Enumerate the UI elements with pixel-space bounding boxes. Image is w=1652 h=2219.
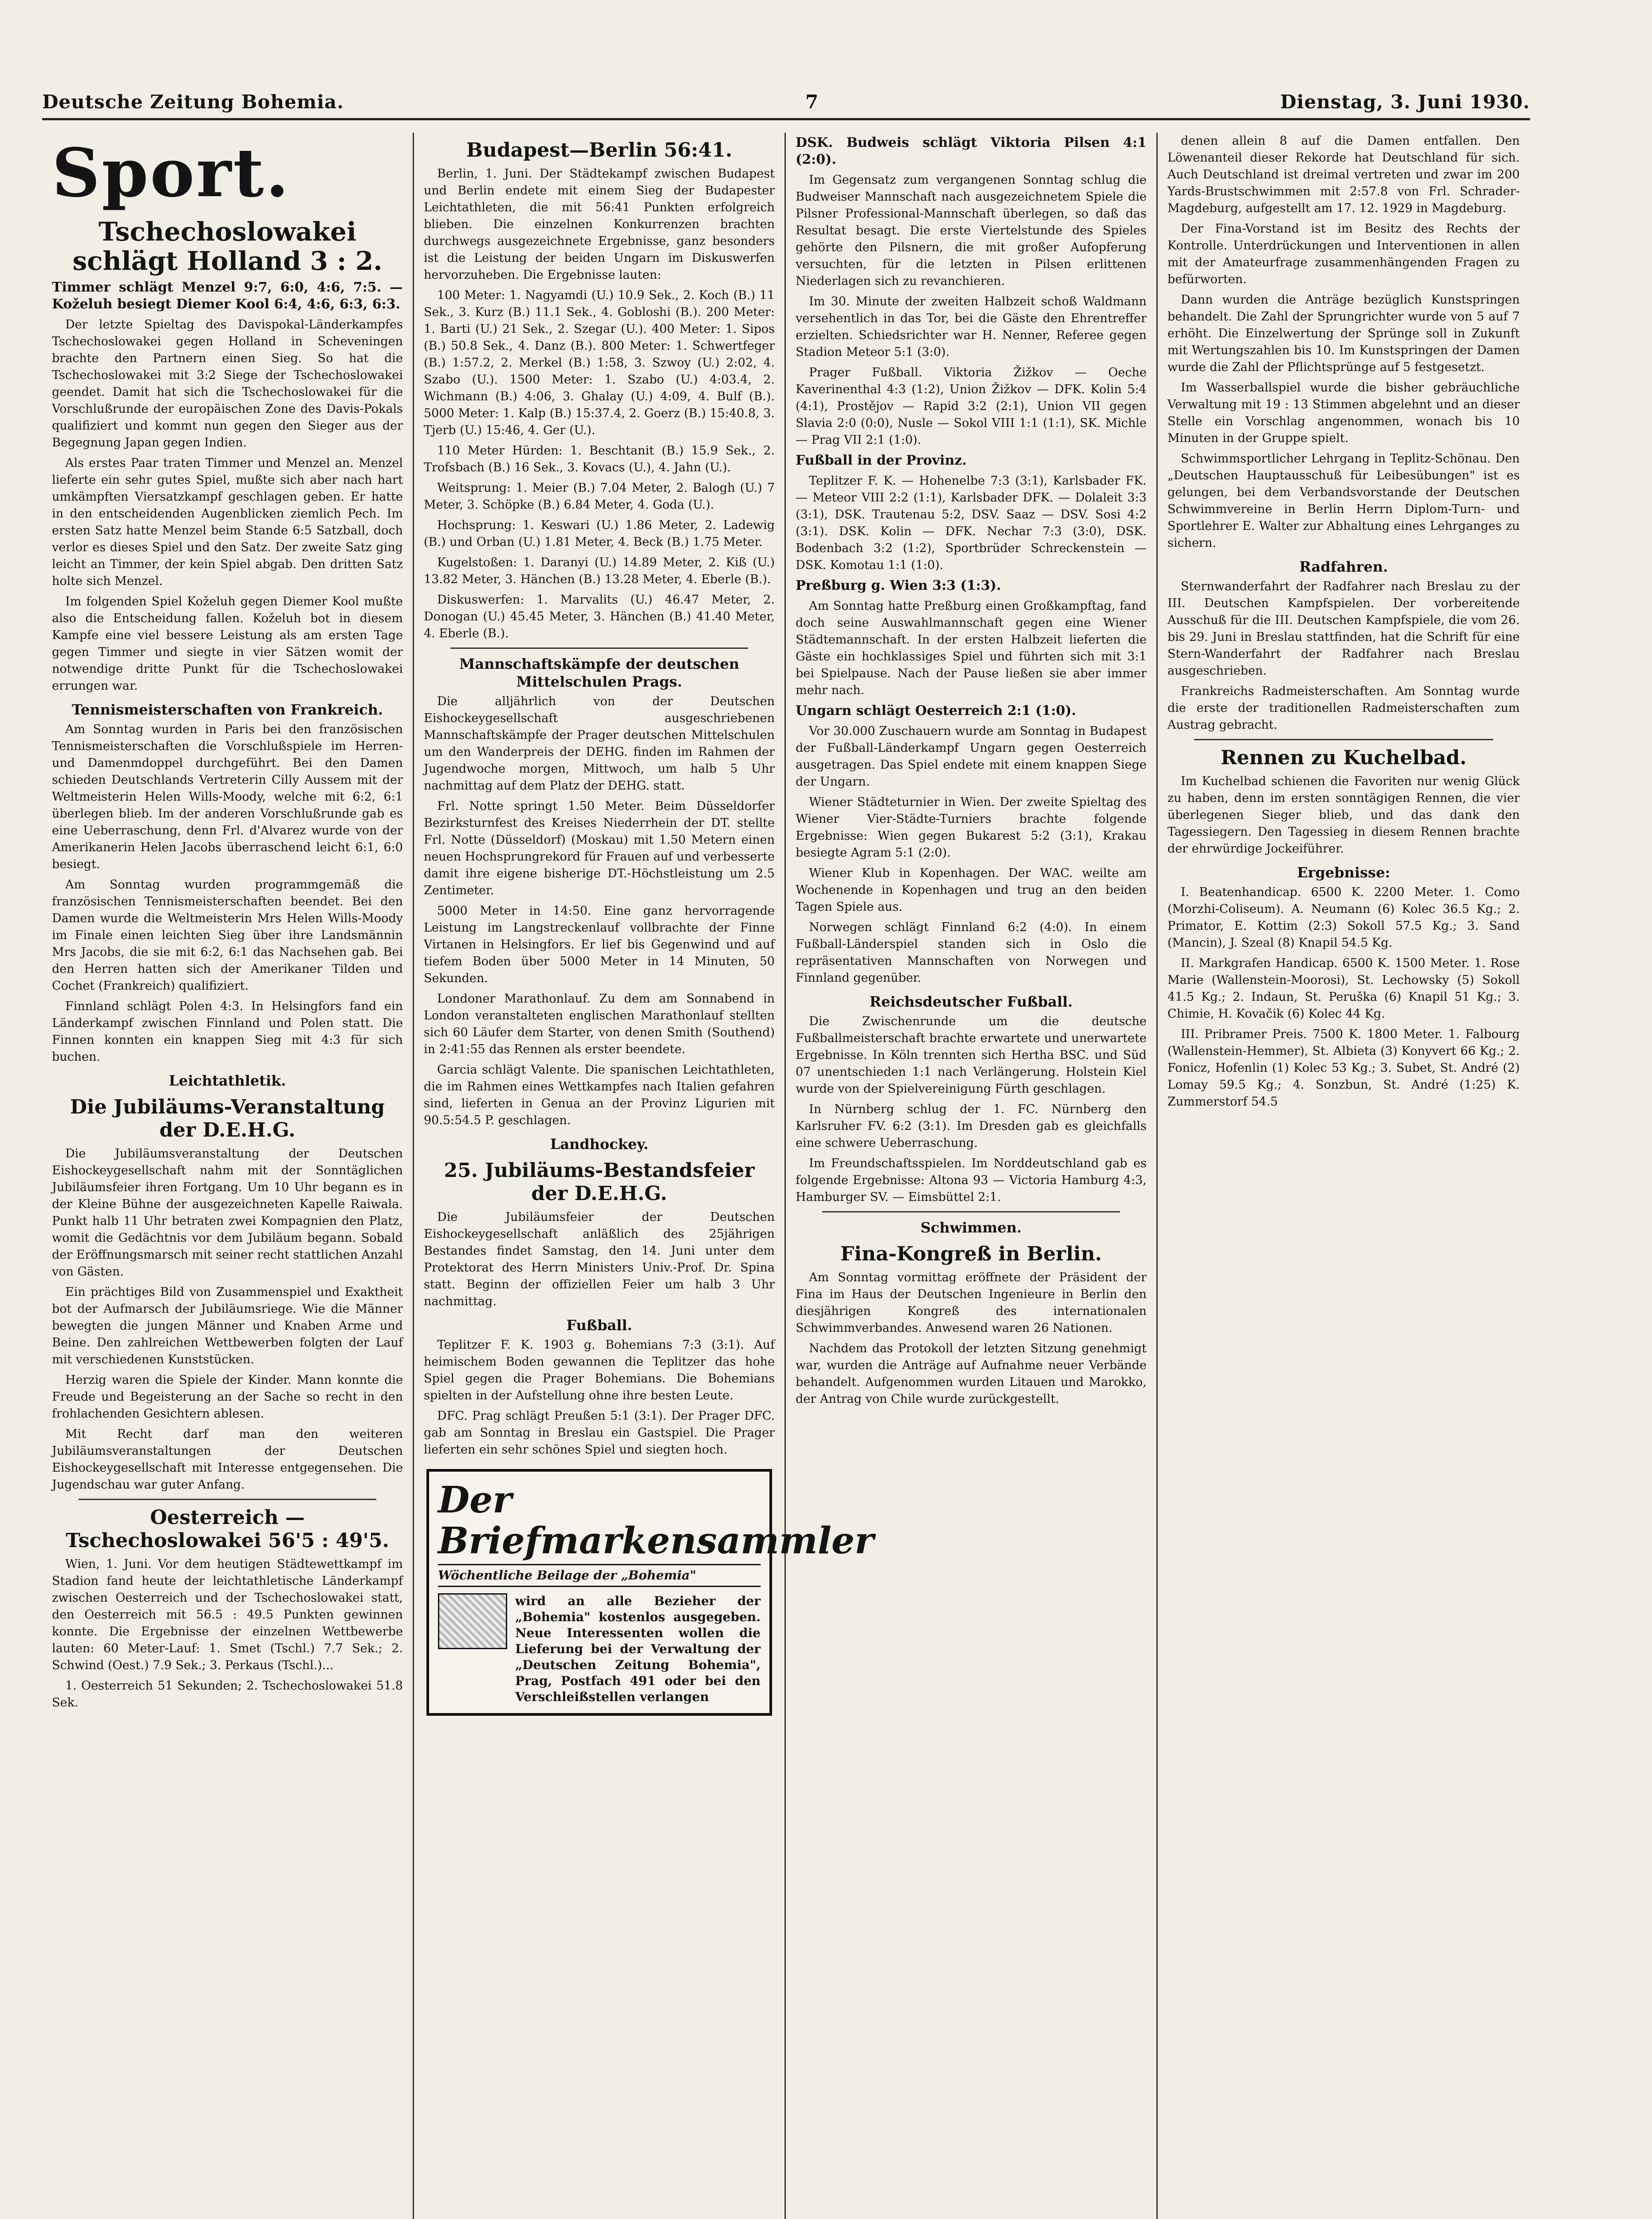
paragraph: Hochsprung: 1. Keswari (U.) 1.86 Meter, 2. Ladewig (B.) und Orban (U.) 1.81 Meter, 4. Beck (B.) 1.75 Meter. — [424, 518, 775, 549]
paragraph: Der Fina-Vorstand ist im Besitz des Rechts der Kontrolle. Unterdrückungen und Interventionen in allen mit der Amateurfrage zusammenhängenden Fragen zu befürworten. — [1167, 222, 1520, 286]
headline: Leichtathletik. — [169, 1072, 286, 1089]
headline: Budapest—Berlin 56:41. — [466, 139, 733, 162]
paragraph: Im Kuchelbad schienen die Favoriten nur wenig Glück zu haben, denn im ersten sonntägigen Rennen, die vier überlegenen Sieger blieb, und das dank den Tagessiegern. Den Tagessieg in diesem Rennen brachte der ehrwürdige Jockeiführer. — [1167, 774, 1520, 856]
paragraph: III. Pribramer Preis. 7500 K. 1800 Meter. 1. Falbourg (Wallenstein-Hemmer), St. Albieta (3) Konyvert 66 Kg.; 2. Fonicz, Hofenlin (1) Kolec 53 Kg.; 3. Subet, St. André (2) Lomay 59.5 Kg.; 4. Sonzbun, St. André (1:25) K. Zummerstorf 54.5 — [1167, 1027, 1520, 1109]
divider — [822, 1211, 1120, 1212]
headline: Landhockey. — [550, 1136, 649, 1153]
paragraph: Ein prächtiges Bild von Zusammenspiel und Exaktheit bot der Aufmarsch der Jubiläumsriege. Wie die Männer bewegten die jungen Männer und Knaben Arme und Beine. Den zahlreichen Wettbewerben folgten der Lauf mit verschiedenen Kunststücken. — [52, 1285, 403, 1366]
paragraph: Die Jubiläumsfeier der Deutschen Eishockeygesellschaft anläßlich des 25jährigen Bestandes findet Samstag, den 14. Juni unter dem Protektorat des Herrn Ministers Univ.-Prof. Dr. Spina statt. Beginn der offiziellen Feier um halb 3 Uhr nachmittag. — [424, 1210, 775, 1308]
ad-title: Briefmarkensammler — [438, 1520, 874, 1562]
headline: Fußball in der Provinz. — [796, 453, 967, 468]
paragraph: Herzig waren die Spiele der Kinder. Mann konnte die Freude und Begeisterung an der Sache so recht in den frohlachenden Gesichtern ablesen. — [52, 1373, 403, 1421]
paragraph: Am Sonntag wurden programmgemäß die französischen Tennismeisterschaften beendet. Bei den Damen wurde die Weltmeisterin Mrs Helen Wills-Moody im Finale einen leichten Sieg über ihre Landsmännin Mrs Jacobs, die sie mit 6:2, 6:1 das Nachsehen gab. Bei den Herren hatten sich der Amerikaner Tilden und Cochet (Frankreich) qualifiziert. — [52, 878, 403, 993]
column-4 — [1158, 133, 1530, 2219]
paragraph: Wien, 1. Juni. Vor dem heutigen Städtewettkampf im Stadion fand heute der leichtathletische Länderkampf zwischen Oesterreich und der Tschechoslowakei statt, den Oesterreich mit 56.5 : 49.5 Punkten gewinnen konnte. Die Ergebnisse der einzelnen Wettbewerbe lauten: 60 Meter-Lauf: 1. Smet (Tschl.) 7.7 Sek.; 2. Schwind (Oest.) 7.9 Sek.; 3. Perkaus (Tschl.)... — [52, 1557, 403, 1672]
headline: Ungarn schlägt Oesterreich 2:1 (1:0). — [796, 703, 1076, 719]
paragraph: Am Sonntag wurden in Paris bei den französischen Tennismeisterschaften die Vorschlußspiele im Herren- und Damenmdoppel durchgeführt. Bei den Damen schieden Deutschlands Vertreterin Cilly Aussem mit der Weltmeisterin Helen Wills-Moody, welche mit 6:2, 6:1 überlegen blieb. Im der anderen Vorschlußrunde gab es eine Ueberraschung, denn Frl. d'Alvarez wurde von der Amerikanerin Helen Jacobs überraschend leicht 6:1, 6:0 besiegt. — [52, 723, 403, 871]
paragraph: 100 Meter: 1. Nagyamdi (U.) 10.9 Sek., 2. Koch (B.) 11 Sek., 3. Kurz (B.) 11.1 Sek., 4. Gobloshi (B.). 200 Meter: 1. Barti (U.) 21 Sek., 2. Szegar (U.). 400 Meter: 1. Sipos (B.) 50.8 Sek., 4. Danz (B.). 800 Meter: 1. Schwertfeger (B.) 1:57.2, 2. Merkel (B.) 1:58, 3. Szwoy (U.) 2:02, 4. Szabo (U.). 1500 Meter: 1. Szabo (U.) 4:03.4, 2. Wichmann (B.) 4:06, 3. Ghalay (U.) 4:09, 4. Bulf (B.). 5000 Meter: 1. Kalp (B.) 15:37.4, 2. Goerz (B.) 15:40.8, 3. Tjerb (U.) 15:46, 4. Ger (U.). — [424, 288, 775, 437]
stamp-icon — [438, 1593, 507, 1649]
paragraph: Dann wurden die Anträge bezüglich Kunstspringen behandelt. Die Zahl der Sprungrichter wurde von 5 auf 7 erhöht. Die Einzelwertung der Sprünge soll in Zukunft mit Wertungszahlen bis 10. Im Kunstspringen der Damen wurde die Zahl der Pflichtsprünge auf 5 festgesetzt. — [1167, 293, 1520, 374]
paragraph: II. Markgrafen Handicap. 6500 K. 1500 Meter. 1. Rose Marie (Wallenstein-Moorosi), St. Lechowsky (5) Sokoll 41.5 Kg.; 2. Indaun, St. Peruška (6) Knapil 51 Kg.; 3. Chimie, H. Kovačik (6) Kolec 44 Kg. — [1167, 956, 1520, 1021]
newspaper-page — [42, 91, 1530, 2219]
subheadline: Timmer schlägt Menzel 9:7, 6:0, 4:6, 7:5. — Koželuh besiegt Diemer Kool 6:4, 4:6, 6:3, 6:3. — [52, 280, 403, 312]
columns — [42, 133, 1530, 2219]
paragraph: Sternwanderfahrt der Radfahrer nach Breslau zu der III. Deutschen Kampfspielen. Der vorbereitende Ausschuß für die III. Deutschen Kampfspiele, die vom 26. bis 29. Juni in Breslau stattfinden, hat die Schrift für eine Stern-Wanderfahrt der Radfahrer nach Breslau ausgeschrieben. — [1167, 580, 1520, 678]
headline: Oesterreich — Tschechoslowakei 56'5 : 49'5. — [66, 1506, 389, 1552]
paragraph: Die alljährlich von der Deutschen Eishockeygesellschaft ausgeschriebenen Mannschaftskämpfe der Prager deutschen Mittelschulen um den Wanderpreis der DEHG. finden im Rahmen der Jugendwoche morgen, Mittwoch, um halb 5 Uhr nachmittag auf dem Platz der DEHG. statt. — [424, 695, 775, 793]
paragraph: Die Jubiläumsveranstaltung der Deutschen Eishockeygesellschaft nahm mit der Sonntäglichen Jubiläumsfeier ihren Fortgang. Um 10 Uhr begann es in der Kleine Bühne der ausgezeichneten Kapelle Raiwala. Punkt halb 11 Uhr betraten zwei Kompagnien den Platz, womit die Gedächtnis vor dem Jubiläum begann. Sobald der Eröffnungsmarsch mit seiner recht stattlichen Anzahl von Gästen. — [52, 1147, 403, 1279]
paragraph: Londoner Marathonlauf. Zu dem am Sonnabend in London veranstalteten englischen Marathonlauf stellten sich 60 Läufer dem Starter, von denen Smith (Southend) in 2:41:55 das Rennen als erster beendete. — [424, 992, 775, 1056]
headline: Schwimmen. — [920, 1219, 1022, 1236]
headline: Mannschaftskämpfe der deutschen Mittelschulen Prags. — [459, 655, 740, 690]
masthead: Deutsche Zeitung Bohemia. — [42, 91, 344, 113]
paragraph: Norwegen schlägt Finnland 6:2 (4:0). In einem Fußball-Länderspiel standen sich in Oslo die repräsentativen Mannschaften von Norwegen und Finnland gegenüber. — [796, 920, 1147, 985]
paragraph: DFC. Prag schlägt Preußen 5:1 (3:1). Der Prager DFC. gab am Sonntag in Breslau ein Gastspiel. Die Prager lieferten ein sehr schönes Spiel und siegten hoch. — [424, 1409, 775, 1457]
ad-title: Der — [438, 1479, 512, 1521]
paragraph: Diskuswerfen: 1. Marvalits (U.) 46.47 Meter, 2. Donogan (U.) 45.45 Meter, 3. Hänchen (B.) 41.40 Meter, 4. Eberle (B.). — [424, 593, 775, 640]
issue-date: Dienstag, 3. Juni 1930. — [1280, 91, 1530, 113]
ad-text: wird an alle Bezieher der „Bohemia" kostenlos ausgegeben. Neue Interessenten wollen die Lieferung bei der Verwaltung der „Deutschen Zeitung Bohemia", Prag, Postfach 491 oder bei den Verschleißstellen verlangen — [515, 1594, 761, 1704]
paragraph: Im Wasserballspiel wurde die bisher gebräuchliche Verwaltung mit 19 : 13 Stimmen abgelehnt und an dieser Stelle ein Vorschlag angenommen, wonach bis 10 Minuten in der Gruppe spielt. — [1167, 381, 1520, 445]
headline: Fußball. — [566, 1317, 632, 1334]
paragraph: Frankreichs Radmeisterschaften. Am Sonntag wurde die erste der traditionellen Radmeisterschaften zum Austrag gebracht. — [1167, 684, 1520, 732]
paragraph: Als erstes Paar traten Timmer und Menzel an. Menzel lieferte ein sehr gutes Spiel, mußte sich aber nach hart umkämpften Viersatzkampf geschlagen geben. Er hatte in den entscheidenden Augenblicken ziemlich Pech. Im ersten Satz hatte Menzel beim Stande 6:5 Satzball, doch verlor es dieses Spiel und den Satz. Der zweite Satz ging leicht an Timmer, der kein Spiel abgab. Den dritten Satz holte sich Menzel. — [52, 456, 403, 588]
headline: Tennismeisterschaften von Frankreich. — [71, 701, 383, 718]
paragraph: denen allein 8 auf die Damen entfallen. Den Löwenanteil dieser Rekorde hat Deutschland für sich. Auch Deutschland ist dreimal vertreten und zwar im 200 Yards-Brustschwimmen mit 2:57.8 von Frl. Schrader-Magdeburg, aufgestellt am 17. 12. 1929 in Magdeburg. — [1167, 134, 1520, 215]
paragraph: Schwimmsportlicher Lehrgang in Teplitz-Schönau. Den „Deutschen Hauptausschuß für Leibesübungen" ist es gelungen, bei dem Verbandsvorstande der Deutschen Schwimmvereine in Berlin Herrn Diplom-Turn- und Sportlehrer E. Walter zur Abhaltung eines Lehrganges zu sichern. — [1167, 452, 1520, 550]
divider — [450, 648, 748, 649]
paragraph: Teplitzer F. K. — Hohenelbe 7:3 (3:1), Karlsbader FK. — Meteor VIII 2:2 (1:1), Karlsbader DFK. — Dolaleit 3:3 (3:1), DSK. Trautenau 5:2, DSV. Saaz — DSV. Sosi 4:2 (3:1). DSK. Kolin — DFK. Nechar 7:3 (3:0), DSK. Bodenbach 3:2 (1:2), Sportbrüder Schreckenstein — DSK. Komotau 1:1 (1:0). — [796, 474, 1147, 572]
column-1 — [42, 133, 414, 2219]
headline: Die Jubiläums-Veranstaltung der D.E.H.G. — [70, 1096, 385, 1141]
column-3 — [786, 133, 1158, 2219]
section-title: Sport. — [52, 134, 291, 212]
page-number: 7 — [805, 91, 819, 113]
paragraph: Im 30. Minute der zweiten Halbzeit schoß Waldmann versehentlich in das Tor, bei die Gäste den Ehrentreffer erzielten. Schiedsrichter war H. Nenner, Referee gegen Stadion Meteor 5:1 (3:0). — [796, 295, 1147, 359]
paragraph: Kugelstoßen: 1. Daranyi (U.) 14.89 Meter, 2. Kiß (U.) 13.82 Meter, 3. Hänchen (B.) 13.28 Meter, 4. Eberle (B.). — [424, 556, 775, 586]
paragraph: Die Zwischenrunde um die deutsche Fußballmeisterschaft brachte erwartete und unerwartete Ergebnisse. In Köln trennten sich Hertha BSC. und Süd 07 unentschieden 1:1 nach Verlängerung. Holstein Kiel wurde von der Spielvereinigung Fürth geschlagen. — [796, 1015, 1147, 1096]
paragraph: Teplitzer F. K. 1903 g. Bohemians 7:3 (3:1). Auf heimischem Boden gewannen die Teplitzer das hohe Spiel gegen die Prager Bohemians. Die Bohemians spielten in der Aufstellung ohne ihre besten Leute. — [424, 1338, 775, 1402]
divider — [79, 1499, 376, 1500]
headline: DSK. Budweis schlägt Viktoria Pilsen 4:1 (2:0). — [796, 135, 1147, 167]
headline: Preßburg g. Wien 3:3 (1:3). — [796, 578, 1001, 593]
paragraph: Finnland schlägt Polen 4:3. In Helsingfors fand ein Länderkampf zwischen Finnland und Polen statt. Die Finnen konnten ein knappen Sieg mit 4:3 für sich buchen. — [52, 999, 403, 1064]
headline: Reichsdeutscher Fußball. — [869, 993, 1073, 1010]
paragraph: Am Sonntag hatte Preßburg einen Großkampftag, fand doch seine Auswahlmannschaft gegen eine Wiener Städtemannschaft. In der ersten Halbzeit lieferten die Gäste ein hochklassiges Spiel und führten sich mit 3:1 bei Spielpause. Nach der Pause ließen sie aber immer mehr nach. — [796, 599, 1147, 697]
paragraph: Der letzte Spieltag des Davispokal-Länderkampfes Tschechoslowakei gegen Holland in Scheveningen brachte den Partnern einen Sieg. So hat die Tschechoslowakei mit 3:2 Siege der Tschechoslowakei geendet. Damit hat sich die Tschechoslowakei für die Vorschlußrunde der europäischen Zone des Davis-Pokals qualifiziert und kommt nun gegen den Sieger aus der Begegnung Japan gegen Indien. — [52, 318, 403, 450]
paragraph: Im folgenden Spiel Koželuh gegen Diemer Kool mußte also die Entscheidung fallen. Koželuh bot in diesem Kampfe eine viel bessere Leistung als am ersten Tage gegen Timmer und siegte in vier Sätzen womit der notwendige dritte Punkt für die Tschechoslowakei errungen war. — [52, 595, 403, 693]
paragraph: 110 Meter Hürden: 1. Beschtanit (B.) 15.9 Sek., 2. Trofsbach (B.) 16 Sek., 3. Kovacs (U.), 4. Jahn (U.). — [424, 444, 775, 474]
paragraph: Im Freundschaftsspielen. Im Norddeutschland gab es folgende Ergebnisse: Altona 93 — Victoria Hamburg 4:3, Hamburger SV. — Eimsbüttel 2:1. — [796, 1157, 1147, 1204]
headline: Tschechoslowakei schlägt Holland 3 : 2. — [72, 217, 382, 276]
paragraph: Weitsprung: 1. Meier (B.) 7.04 Meter, 2. Balogh (U.) 7 Meter, 3. Schöpke (B.) 6.84 Meter, 4. Goda (U.). — [424, 481, 775, 512]
paragraph: Garcia schlägt Valente. Die spanischen Leichtathleten, die im Rahmen eines Wettkampfes nach Italien gefahren sind, lieferten in Genua an der Provinz Ligurien mit 90.5:54.5 P. geschlagen. — [424, 1063, 775, 1127]
advertisement — [426, 1469, 874, 1716]
paragraph: Wiener Klub in Kopenhagen. Der WAC. weilte am Wochenende in Kopenhagen und trug an den beiden Tagen Spiele aus. — [796, 866, 1147, 914]
divider — [1194, 739, 1493, 740]
paragraph: Vor 30.000 Zuschauern wurde am Sonntag in Budapest der Fußball-Länderkampf Ungarn gegen Oesterreich ausgetragen. Das Spiel endete mit einem knappen Siege der Ungarn. — [796, 724, 1147, 789]
paragraph: 5000 Meter in 14:50. Eine ganz hervorragende Leistung im Langstreckenlauf vollbrachte der Finne Virtanen in Helsingfors. Er lief bis Gegenwind und auf tiefem Boden über 5000 Meter in 14 Minuten, 50 Sekunden. — [424, 904, 775, 985]
paragraph: Prager Fußball. Viktoria Žižkov — Oeche Kaverinenthal 4:3 (1:2), Union Žižkov — DFK. Kolin 5:4 (4:1), Prostějov — Rapid 3:2 (2:1), Union VII gegen Slavia 2:0 (0:0), Nusle — Sokol VIII 1:1 (1:1), SK. Michle — Prag VII 2:1 (1:0). — [796, 366, 1147, 447]
paragraph: Am Sonntag vormittag eröffnete der Präsident der Fina im Haus der Deutschen Ingenieure in Berlin den diesjährigen Kongreß des internationalen Schwimmverbandes. Anwesend waren 26 Nationen. — [796, 1271, 1147, 1335]
paragraph: Im Gegensatz zum vergangenen Sonntag schlug die Budweiser Mannschaft nach ausgezeichnetem Spiele die Pilsner Professional-Mannschaft überlegen, so daß das Resultat besagt. Die erste Viertelstunde des Spieles gehörte den Pilsnern, die mit großer Aufopferung versuchten, für die letzten in Pilsen erlittenen Niederlagen sich zu revanchieren. — [796, 173, 1147, 288]
headline: 25. Jubiläums-Bestandsfeier der D.E.H.G. — [444, 1159, 755, 1205]
page-header — [42, 91, 1530, 120]
column-2 — [414, 133, 874, 2219]
paragraph: I. Beatenhandicap. 6500 K. 2200 Meter. 1. Como (Morzhi-Coliseum). A. Neumann (6) Kolec 36.5 Kg.; 2. Primator, E. Kottim (2:3) Sokoll 57.5 Kg.; 3. Sand (Mancin), J. Szeal (8) Knapil 54.5 Kg. — [1167, 885, 1520, 950]
paragraph: In Nürnberg schlug der 1. FC. Nürnberg den Karlsruher FV. 6:2 (3:1). Im Dresden gab es gleichfalls eine schwere Ueberraschung. — [796, 1102, 1147, 1150]
paragraph: Berlin, 1. Juni. Der Städtekampf zwischen Budapest und Berlin endete mit einem Sieg der Budapester Leichtathleten, die mit 56:41 Punkten erfolgreich blieben. Die einzelnen Konkurrenzen brachten durchwegs ausgezeichnete Ergebnisse, ganz besonders ist die Leistung der beiden Ungarn im Diskuswerfen hervorzuheben. Die Ergebnisse lauten: — [424, 167, 775, 282]
paragraph: Mit Recht darf man den weiteren Jubiläumsveranstaltungen der Deutschen Eishockeygesellschaft mit Interesse entgegensehen. Die Jugendschau war guter Anfang. — [52, 1427, 403, 1492]
paragraph: Wiener Städteturnier in Wien. Der zweite Spieltag des Wiener Vier-Städte-Turniers brachte folgende Ergebnisse: Wien gegen Bukarest 5:2 (3:1), Krakau besiegte Agram 5:1 (2:0). — [796, 795, 1147, 860]
headline: Fina-Kongreß in Berlin. — [840, 1243, 1102, 1265]
paragraph: Nachdem das Protokoll der letzten Sitzung genehmigt war, wurden die Anträge auf Aufnahme neuer Verbände behandelt. Aufgenommen wurden Litauen und Marokko, der Antrag von Chile wurde zurückgestellt. — [796, 1342, 1147, 1406]
headline: Rennen zu Kuchelbad. — [1220, 746, 1467, 769]
paragraph: Frl. Notte springt 1.50 Meter. Beim Düsseldorfer Bezirksturnfest des Kreises Niederrhein der DT. stellte Frl. Notte (Düsseldorf) (Moskau) mit 1.50 Metern einen neuen Hochsprungrekord für Frauen auf und verbesserte damit ihre eigene bisherige DT.-Höchstleistung um 2.5 Zentimeter. — [424, 799, 775, 897]
headline: Ergebnisse: — [1297, 864, 1390, 881]
headline: Radfahren. — [1299, 558, 1388, 575]
ad-subtitle: Wöchentliche Beilage der „Bohemia" — [438, 1564, 761, 1587]
ad-body — [438, 1593, 761, 1705]
paragraph: 1. Oesterreich 51 Sekunden; 2. Tschechoslowakei 51.8 Sek. — [52, 1679, 403, 1710]
